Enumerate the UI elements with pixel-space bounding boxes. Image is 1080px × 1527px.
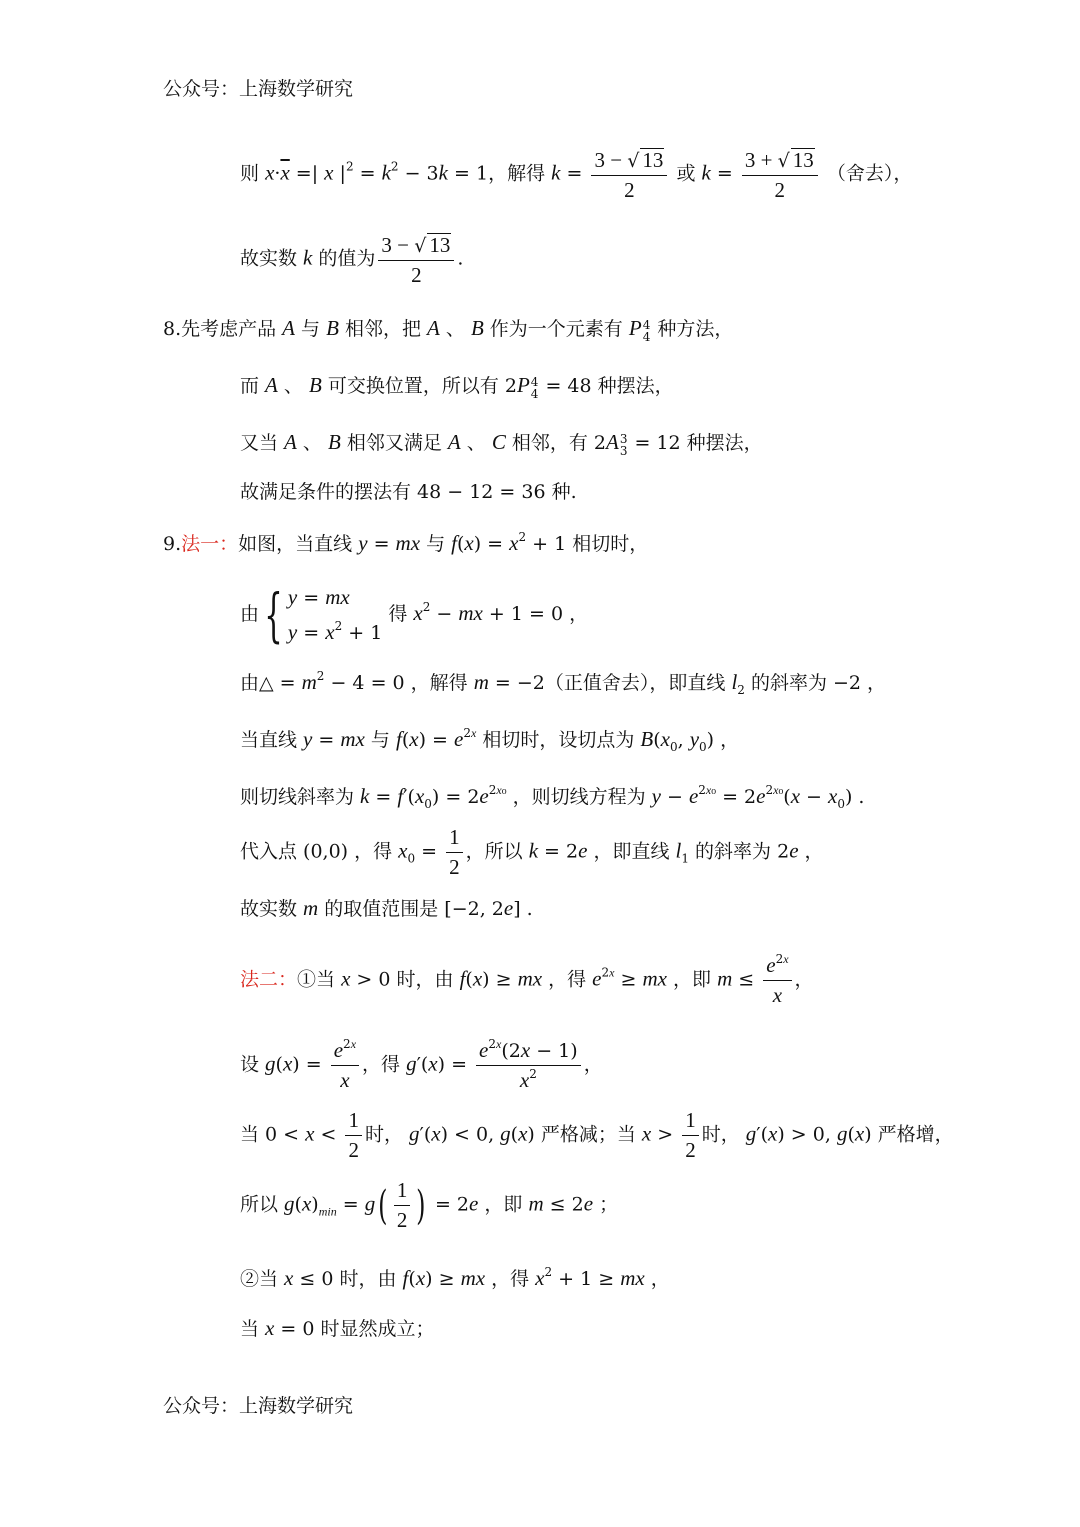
text-line: 代入点 (0,0) ，得 $x_0$ = $\frac{1}{2}$ ，所以 k = 2e ，即直线 $l_1$ 的斜率为 2e ， [240, 825, 824, 879]
text-line: 又当 A 、 B 相邻又满足 A 、 C 相邻，有 2A3 3 = 12 种摆法， [240, 430, 763, 458]
page-header: 公众号：上海数学研究 [163, 78, 354, 100]
text-line: 由△ = $m^2 - 4 = 0$ ，解得 m = −2（正值舍去），即直线 $l_2$ 的斜率为 −2 ， [240, 669, 887, 697]
text-line: 则切线斜率为 $k = f'(x_0) = 2e^{2x_0}$ ，则切线方程为 $y - e^{2x_0} = 2e^{2x_0}(x - x_0)$ . [240, 783, 865, 811]
page-footer: 公众号：上海数学研究 [163, 1395, 354, 1417]
text-line: 所以 $g(x)_{min} = g$( $\frac{1}{2}$ ) = 2e ，即 m ≤ 2e ； [240, 1178, 619, 1232]
text-line: 法二：①当 x > 0 时，由 f(x) ≥ mx ，得 $e^{2x}$ ≥ mx ，即 m ≤ $\frac{e^{2x}}{x}$ ， [240, 952, 814, 1007]
text-line: 当 x = 0 时显然成立； [240, 1316, 435, 1340]
text-line: 当 0 < x < $\frac{1}{2}$ 时， g′(x) < 0, g(x) 严格减；当 x > $\frac{1}{2}$ 时， g′(x) > 0, g(x) 严格增， [240, 1108, 954, 1162]
text-line: 设 g(x) = $\frac{e^{2x}}{x}$ ，得 g′(x) = $\frac{e^{2x}(2x - 1)}{x^2}$ ， [240, 1037, 603, 1092]
text-line: 故实数 m 的取值范围是 [−2, 2e] . [240, 896, 533, 920]
method-one-label: 法一： [181, 533, 239, 555]
text-line: ②当 x ≤ 0 时，由 f(x) ≥ mx ，得 $x^2 + 1$ ≥ mx ， [240, 1265, 670, 1290]
text-line: 故满足条件的摆法有 48 − 12 = 36 种. [240, 481, 577, 503]
text-line: 而 A 、 B 可交换位置，所以有 2P4 4 = 48 种摆法， [240, 373, 674, 401]
text-line: 8.先考虑产品 A 与 B 相邻，把 A 、 B 作为一个元素有 P4 4 种方法， [163, 316, 734, 344]
text-line: 故实数 k 的值为 $\frac{3 - √ 13}{2}$ . [240, 233, 464, 287]
text-line: 由{ y = mx $y = x^2 + 1$ 得 $x^2$ − mx + 1 = 0 ， [240, 581, 589, 649]
text-line: 则 $x\cdot\overline{x}$ =| x $|^2 = k^2 - 3k = 1$，解得 k = $\frac{3 - √ 13}{2}$ 或 k = $\frac{3 + √ 13}{2}$ （舍去）， [240, 148, 913, 202]
method-two-label: 法二： [240, 968, 298, 991]
text-line: 当直线 y = mx 与 $f(x) = e^{2x}$ 相切时，设切点为 $B(x_0$, $y_0$) ， [240, 726, 740, 754]
text-line: 9.法一：如图，当直线 y = mx 与 $f(x) = x^2 + 1$ 相切时， [163, 530, 649, 555]
